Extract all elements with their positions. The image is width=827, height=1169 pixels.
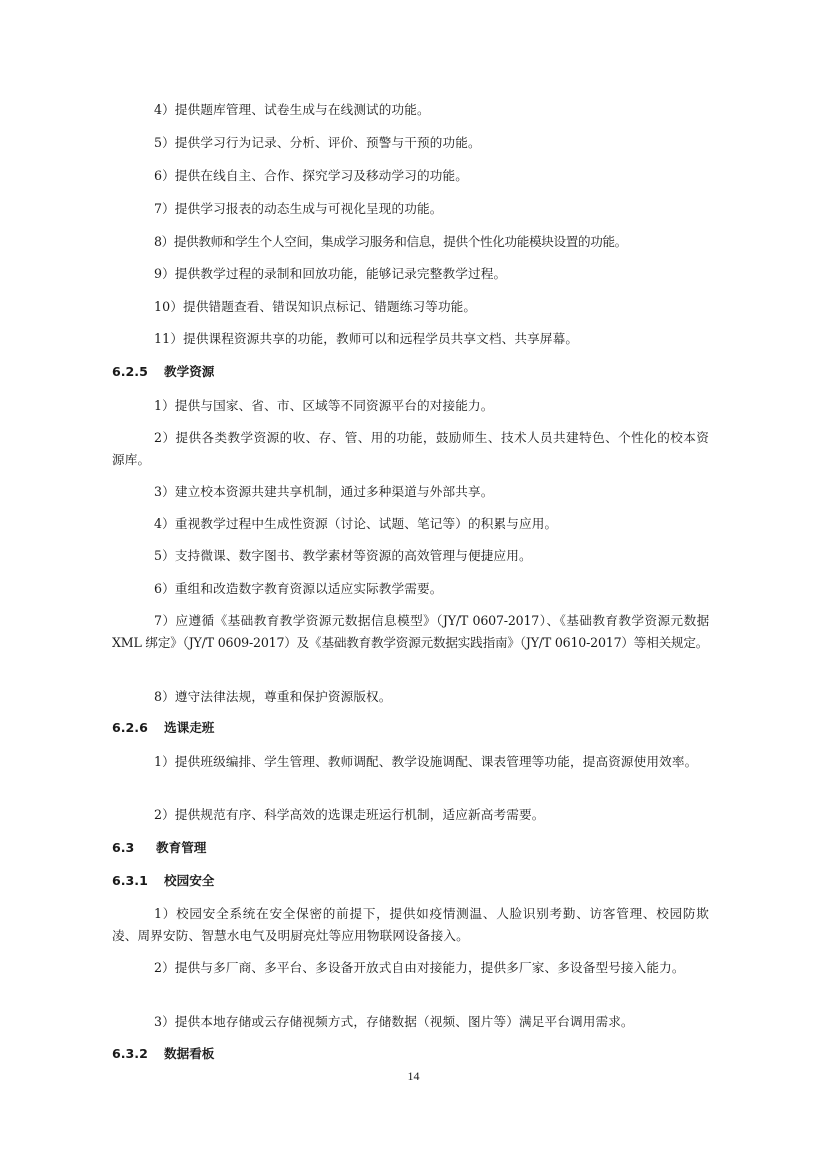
list-item: 8）提供教师和学生个人空间，集成学习服务和信息，提供个性化功能模块设置的功能。 xyxy=(154,234,627,249)
page-number: 14 xyxy=(407,1069,420,1083)
section-title: 教育管理 xyxy=(156,840,207,855)
section-heading-6-2-5 xyxy=(112,362,709,382)
section-heading-6-2-6 xyxy=(112,718,709,738)
section-heading-6-3-1 xyxy=(112,871,709,891)
section-title: 数据看板 xyxy=(164,1046,215,1061)
section-number: 6.2.5 xyxy=(112,364,148,379)
section-number: 6.3.1 xyxy=(112,873,148,888)
section-heading-6-3 xyxy=(112,838,709,858)
list-item: 3）建立校本资源共建共享机制，通过多种渠道与外部共享。 xyxy=(154,484,494,499)
list-item: 7）提供学习报表的动态生成与可视化呈现的功能。 xyxy=(154,201,443,216)
section-number: 6.3.2 xyxy=(112,1046,148,1061)
section-number: 6.2.6 xyxy=(112,720,148,735)
section-title: 教学资源 xyxy=(164,364,215,379)
list-item: 6）提供在线自主、合作、探究学习及移动学习的功能。 xyxy=(154,168,469,183)
list-item: 6）重组和改造数字教育资源以适应实际教学需要。 xyxy=(154,581,443,596)
list-item: 2）提供规范有序、科学高效的选课走班运行机制，适应新高考需要。 xyxy=(154,807,545,822)
list-item: 4）提供题库管理、试卷生成与在线测试的功能。 xyxy=(154,102,430,117)
list-item: 2）提供与多厂商、多平台、多设备开放式自由对接能力，提供多厂家、多设备型号接入能力。 xyxy=(154,960,685,975)
list-item: 5）支持微课、数字图书、教学素材等资源的高效管理与便捷应用。 xyxy=(154,548,532,563)
list-item: 9）提供教学过程的录制和回放功能，能够记录完整教学过程。 xyxy=(154,266,507,281)
section-title: 选课走班 xyxy=(164,720,215,735)
list-item: 1）提供与国家、省、市、区域等不同资源平台的对接能力。 xyxy=(154,398,494,413)
section-number: 6.3 xyxy=(112,840,135,855)
list-item: 4）重视教学过程中生成性资源（讨论、试题、笔记等）的积累与应用。 xyxy=(154,516,558,531)
section-title: 校园安全 xyxy=(164,873,215,888)
list-item: 7）应遵循《基础教育教学资源元数据信息模型》（JY/T 0607-2017）、《基础教育教学资源元数据 XML 绑定》（JY/T 0609-2017）及《基础教育教学资源元数据实践指南》（JY/T 0610-2017）等相关规定。 xyxy=(112,613,709,650)
list-item: 5）提供学习行为记录、分析、评价、预警与干预的功能。 xyxy=(154,135,481,150)
list-item: 10）提供错题查看、错误知识点标记、错题练习等功能。 xyxy=(154,299,477,314)
list-item: 1）提供班级编排、学生管理、教师调配、教学设施调配、课表管理等功能，提高资源使用效率。 xyxy=(154,754,698,769)
list-item: 2）提供各类教学资源的收、存、管、用的功能，鼓励师生、技术人员共建特色、个性化的校本资源库。 xyxy=(112,430,709,467)
list-item: 3）提供本地存储或云存储视频方式，存储数据（视频、图片等）满足平台调用需求。 xyxy=(154,1014,634,1029)
list-item: 8）遵守法律法规，尊重和保护资源版权。 xyxy=(154,689,392,704)
section-heading-6-3-2 xyxy=(112,1044,709,1064)
list-item: 11）提供课程资源共享的功能，教师可以和远程学员共享文档、共享屏幕。 xyxy=(154,331,579,346)
list-item: 1）校园安全系统在安全保密的前提下，提供如疫情测温、人脸识别考勤、访客管理、校园防欺凌、周界安防、智慧水电气及明厨亮灶等应用物联网设备接入。 xyxy=(112,906,709,943)
